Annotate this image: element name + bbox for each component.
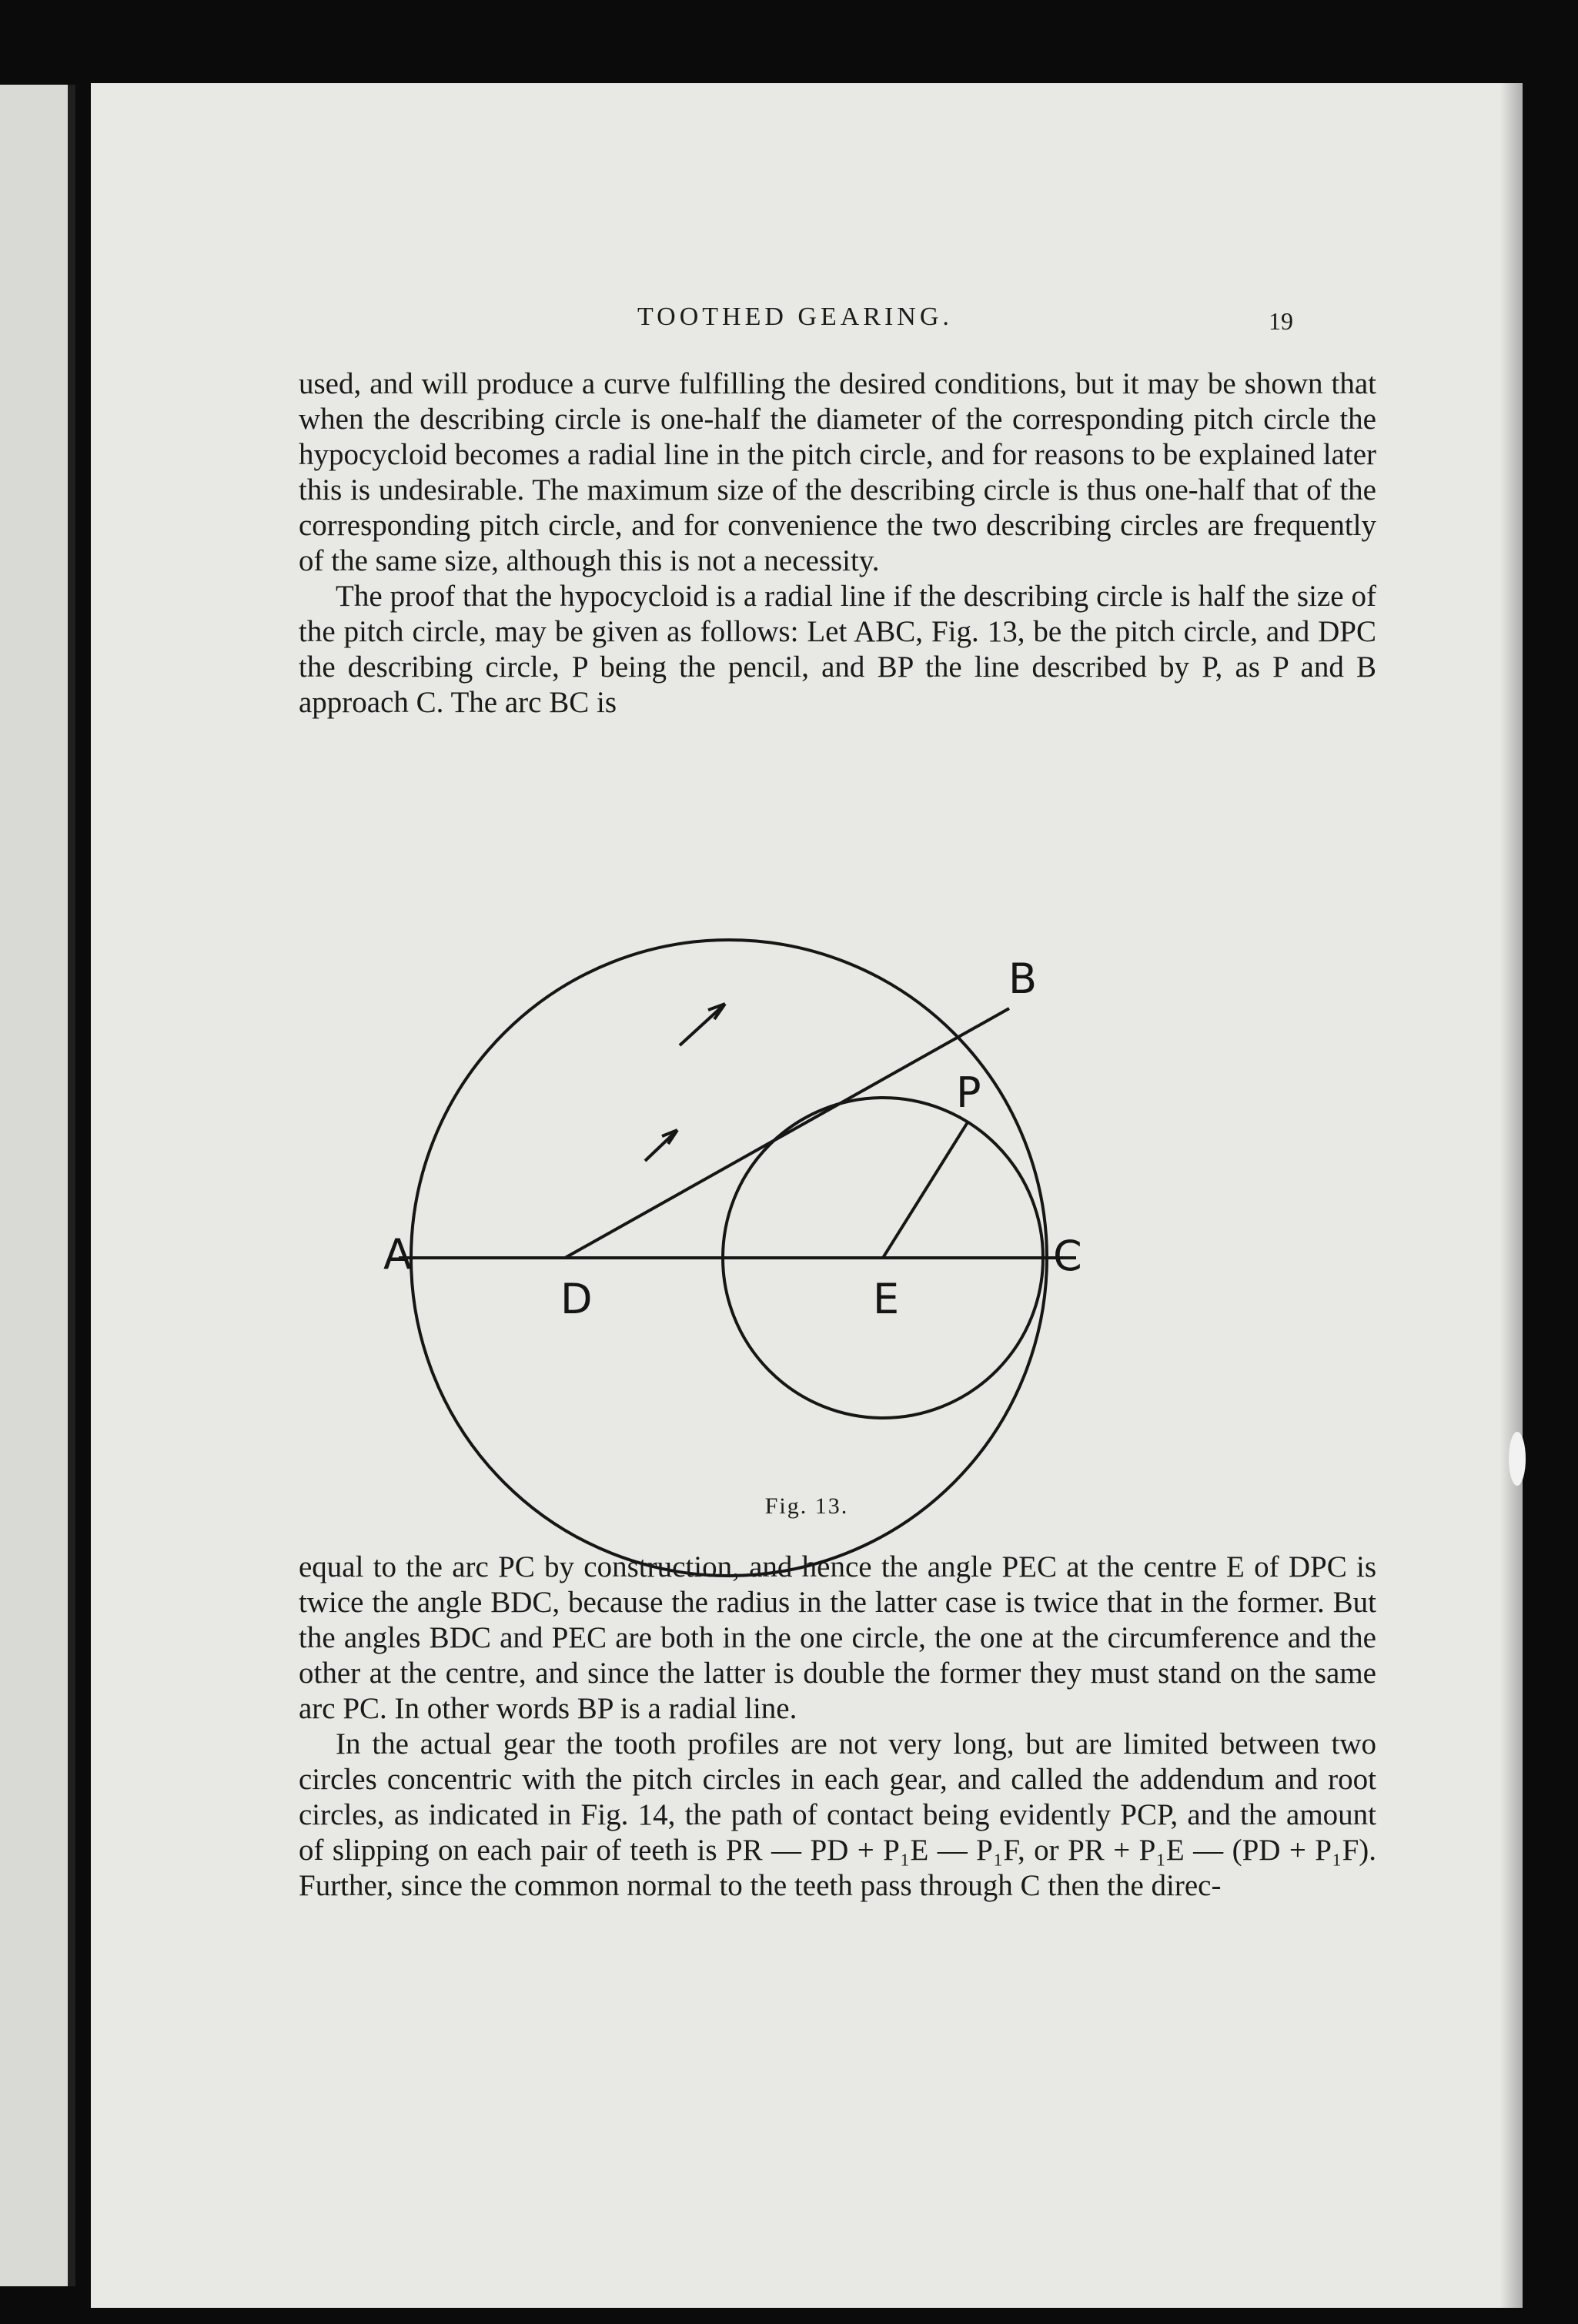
figure-caption: Fig. 13. <box>764 1493 849 1519</box>
paragraph: equal to the arc PC by construction, and hence the angle PEC at the centre E of DPC is twice the angle BDC, because the radius in the latter case is twice that in the former. But the angles BDC and PEC are both in the one circle, the one at the circumference and the other at the centre, and since the latter is double the former they must stand on the same arc PC. In other words BP is a radial line. <box>299 1550 1376 1725</box>
page-header <box>91 303 1523 341</box>
label-e: E <box>873 1275 900 1323</box>
page-number: 19 <box>1269 307 1293 335</box>
paragraph: In the actual gear the tooth profiles are not very long, but are limited between two circles concentric with the pitch circles in each gear, and called the addendum and root circles, as indicated in Fig. 14, the path of contact being evidently PCP, and the amount of slipping on each pair of teeth is PR — PD + P₁E — P₁F, or PR + P₁E — (PD + P₁F). Further, since the common normal to the teeth pass through C then the direc- <box>299 1727 1376 1902</box>
page-shadow <box>1499 83 1523 2308</box>
arrow-outer-icon <box>680 1004 725 1045</box>
arrow-inner-icon <box>645 1130 677 1161</box>
label-d: D <box>560 1275 593 1323</box>
label-b: B <box>1008 955 1038 1003</box>
line-pe <box>883 1122 968 1258</box>
body-text-bottom <box>299 1550 1376 1904</box>
label-c: C <box>1053 1232 1082 1280</box>
line-db <box>565 1008 1009 1258</box>
facing-page-edge <box>0 85 75 2286</box>
white-speck <box>1509 1432 1526 1486</box>
body-text-top <box>299 366 1376 721</box>
paragraph: used, and will produce a curve fulfilling the desired conditions, but it may be shown that when the describing circle is one-half the diameter of the corresponding pitch circle the hypocycloid becomes a radial line in the pitch circle, and for reasons to be explained later this is undesirable. The maximum size of the describing circle is thus one-half that of the corresponding pitch circle, and for convenience the two describing circles are frequently of the same size, although this is not a necessity. <box>299 367 1376 577</box>
running-title: TOOTHED GEARING. <box>637 303 953 331</box>
book-page <box>91 83 1523 2308</box>
label-a: A <box>383 1230 412 1279</box>
paragraph: The proof that the hypocycloid is a radial line if the describing circle is half the size of the pitch circle, may be given as follows: Let ABC, Fig. 13, be the pitch circle, and DPC the describing circle, P being the pencil, and BP the line described by P, as P and B approach C. The arc BC is <box>299 580 1376 719</box>
label-p: P <box>956 1068 981 1117</box>
figure-13 <box>383 915 1222 1500</box>
